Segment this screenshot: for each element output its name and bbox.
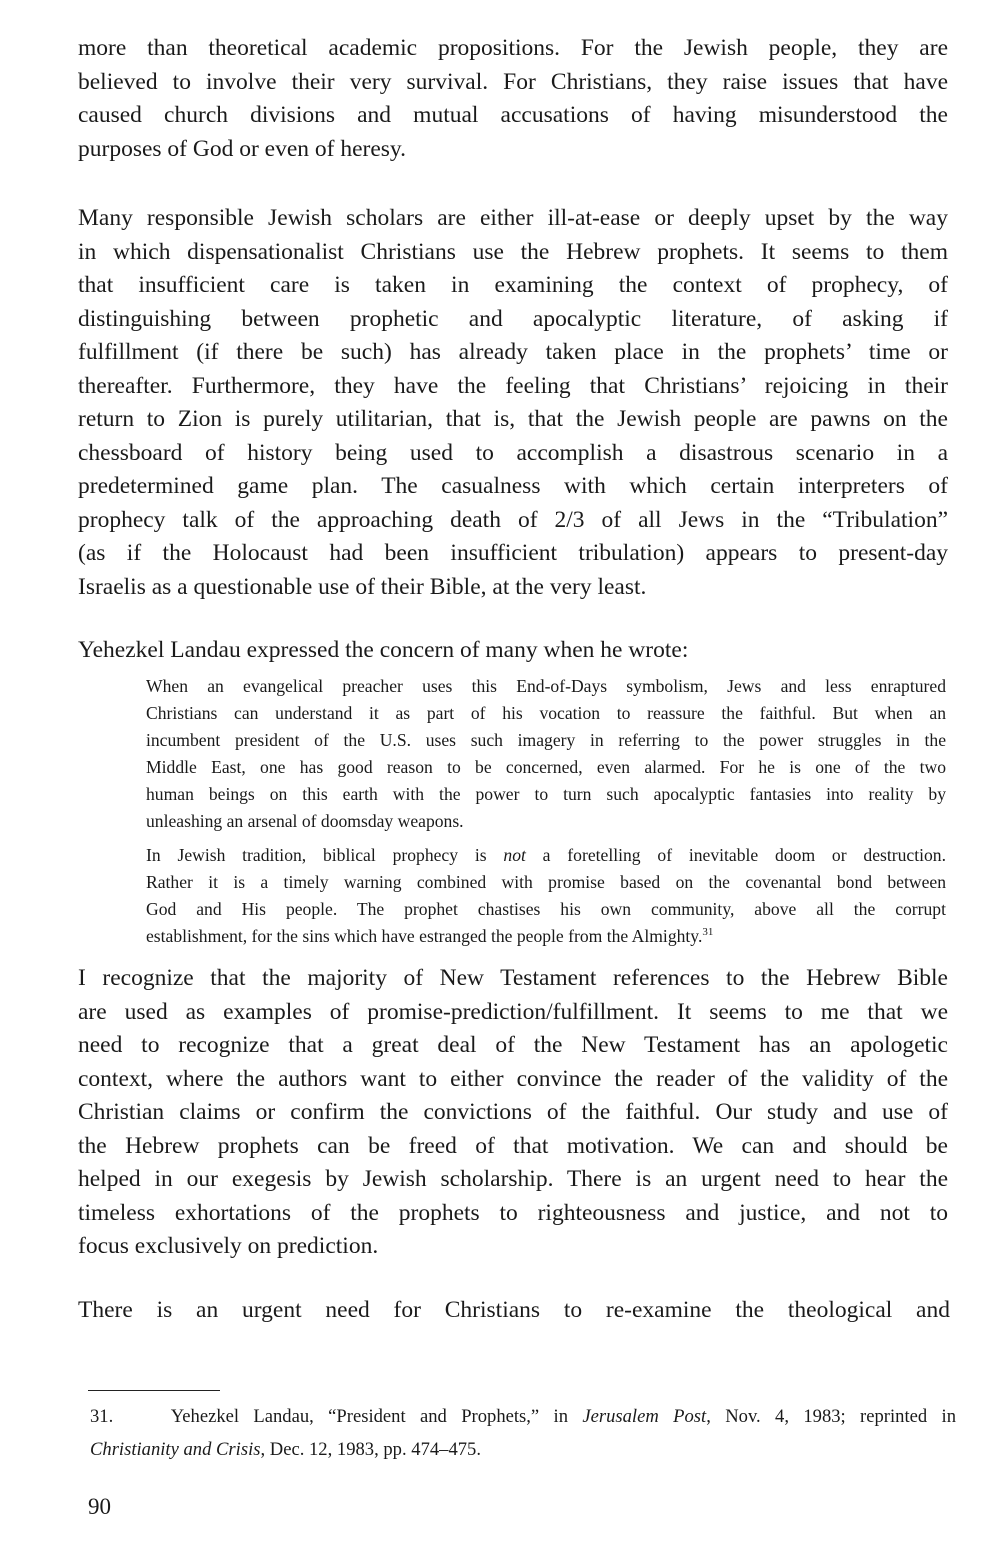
text-line: timeless exhortations of the prophets to righteousness and justice, and not to	[78, 1199, 948, 1226]
footnote-line	[90, 1400, 956, 1433]
quote-text: establishment, for the sins which have estranged the people from the Almighty.	[146, 926, 703, 946]
footnote-reference[interactable]: 31	[702, 926, 714, 939]
emphasis-text: not	[503, 845, 526, 865]
footnote-text: , Dec. 12, 1983, pp. 474–475.	[260, 1439, 482, 1460]
block-quote-continued	[146, 842, 946, 950]
footnote-text: Yehezkel Landau, “President and Prophets,” in	[170, 1406, 583, 1427]
text-line: There is an urgent need for Christians to re-examine the theological and	[78, 1297, 950, 1323]
text-line: thereafter. Furthermore, they have the feeling that Christians’ rejoicing in their	[78, 372, 948, 399]
footnote-number: 31.	[90, 1406, 114, 1427]
text-line: more than theoretical academic propositions. For the Jewish people, they are	[78, 35, 948, 61]
text-line: Christian claims or confirm the convictions of the faithful. Our study and use of	[78, 1099, 948, 1125]
text-line: in which dispensationalist Christians use the Hebrew prophets. It seems to them	[78, 238, 948, 265]
quote-introduction: Yehezkel Landau expressed the concern of many when he wrote:	[78, 637, 689, 663]
quote-line: Christians can understand it as part of his vocation to reassure the faithful. But when an	[146, 703, 946, 723]
quote-line: Middle East, one has good reason to be concerned, even alarmed. For he is one of the two	[146, 757, 946, 777]
text-line: Many responsible Jewish scholars are either ill-at-ease or deeply upset by the way	[78, 205, 948, 231]
quote-line: God and His people. The prophet chastises his own community, above all the corrupt	[146, 899, 946, 919]
quote-line: human beings on this earth with the power to turn such apocalyptic fantasies into reality by	[146, 784, 946, 804]
page-number: 90	[88, 1494, 111, 1519]
quote-text: a foretelling of inevitable doom or destruction.	[525, 845, 946, 865]
text-line: believed to involve their very survival. For Christians, they raise issues that have	[78, 68, 948, 95]
text-line: prophecy talk of the approaching death of 2/3 of all Jews in the “Tribulation”	[78, 506, 948, 533]
footnote-source: Christianity and Crisis	[90, 1439, 261, 1460]
text-line: fulfillment (if there be such) has already taken place in the prophets’ time or	[78, 339, 948, 365]
text-line: need to recognize that a great deal of the New Testament has an apologetic	[78, 1032, 948, 1058]
quote-line: Rather it is a timely warning combined with promise based on the covenantal bond between	[146, 872, 946, 892]
text-line: Israelis as a questionable use of their Bible, at the very least.	[78, 573, 647, 600]
text-line: purposes of God or even of heresy.	[78, 135, 407, 162]
text-line: return to Zion is purely utilitarian, that is, that the Jewish people are pawns on the	[78, 406, 948, 432]
quote-line	[146, 842, 946, 869]
paragraph-urgent-need	[78, 1294, 950, 1328]
footnote-source: Jerusalem Post	[582, 1406, 707, 1427]
footnote	[90, 1400, 956, 1466]
text-line: context, where the authors want to either convince the reader of the validity of the	[78, 1065, 948, 1092]
text-line: distinguishing between prophetic and apocalyptic literature, of asking if	[78, 305, 948, 332]
text-line: (as if the Holocaust had been insufficient tribulation) appears to present-day	[78, 540, 948, 566]
paragraph-jewish-scholars	[78, 202, 948, 604]
text-line: predetermined game plan. The casualness with which certain interpreters of	[78, 473, 948, 499]
quote-line: incumbent president of the U.S. uses such imagery in referring to the power struggles in the	[146, 730, 946, 750]
quote-text: In Jewish tradition, biblical prophecy is	[146, 845, 504, 865]
quote-line: When an evangelical preacher uses this End-of-Days symbolism, Jews and less enraptured	[146, 676, 946, 696]
text-line: I recognize that the majority of New Testament references to the Hebrew Bible	[78, 965, 948, 991]
paragraph-continuation	[78, 32, 948, 166]
text-line: caused church divisions and mutual accusations of having misunderstood the	[78, 102, 948, 128]
text-line: that insufficient care is taken in examining the context of prophecy, of	[78, 272, 948, 298]
text-line: the Hebrew prophets can be freed of that motivation. We can and should be	[78, 1132, 948, 1159]
footnote-text: , Nov. 4, 1983; reprinted in	[706, 1406, 956, 1427]
block-quote	[146, 673, 946, 835]
footnote-divider	[88, 1390, 220, 1391]
text-line: helped in our exegesis by Jewish scholarship. There is an urgent need to hear the	[78, 1166, 948, 1192]
quote-line	[146, 923, 946, 950]
text-line: chessboard of history being used to accomplish a disastrous scenario in a	[78, 439, 948, 466]
text-line: focus exclusively on prediction.	[78, 1233, 379, 1259]
paragraph-recognize	[78, 962, 948, 1264]
text-line: are used as examples of promise-prediction/fulfillment. It seems to me that we	[78, 998, 948, 1025]
quote-line: unleashing an arsenal of doomsday weapons.	[146, 811, 464, 831]
footnote-line	[90, 1433, 956, 1466]
